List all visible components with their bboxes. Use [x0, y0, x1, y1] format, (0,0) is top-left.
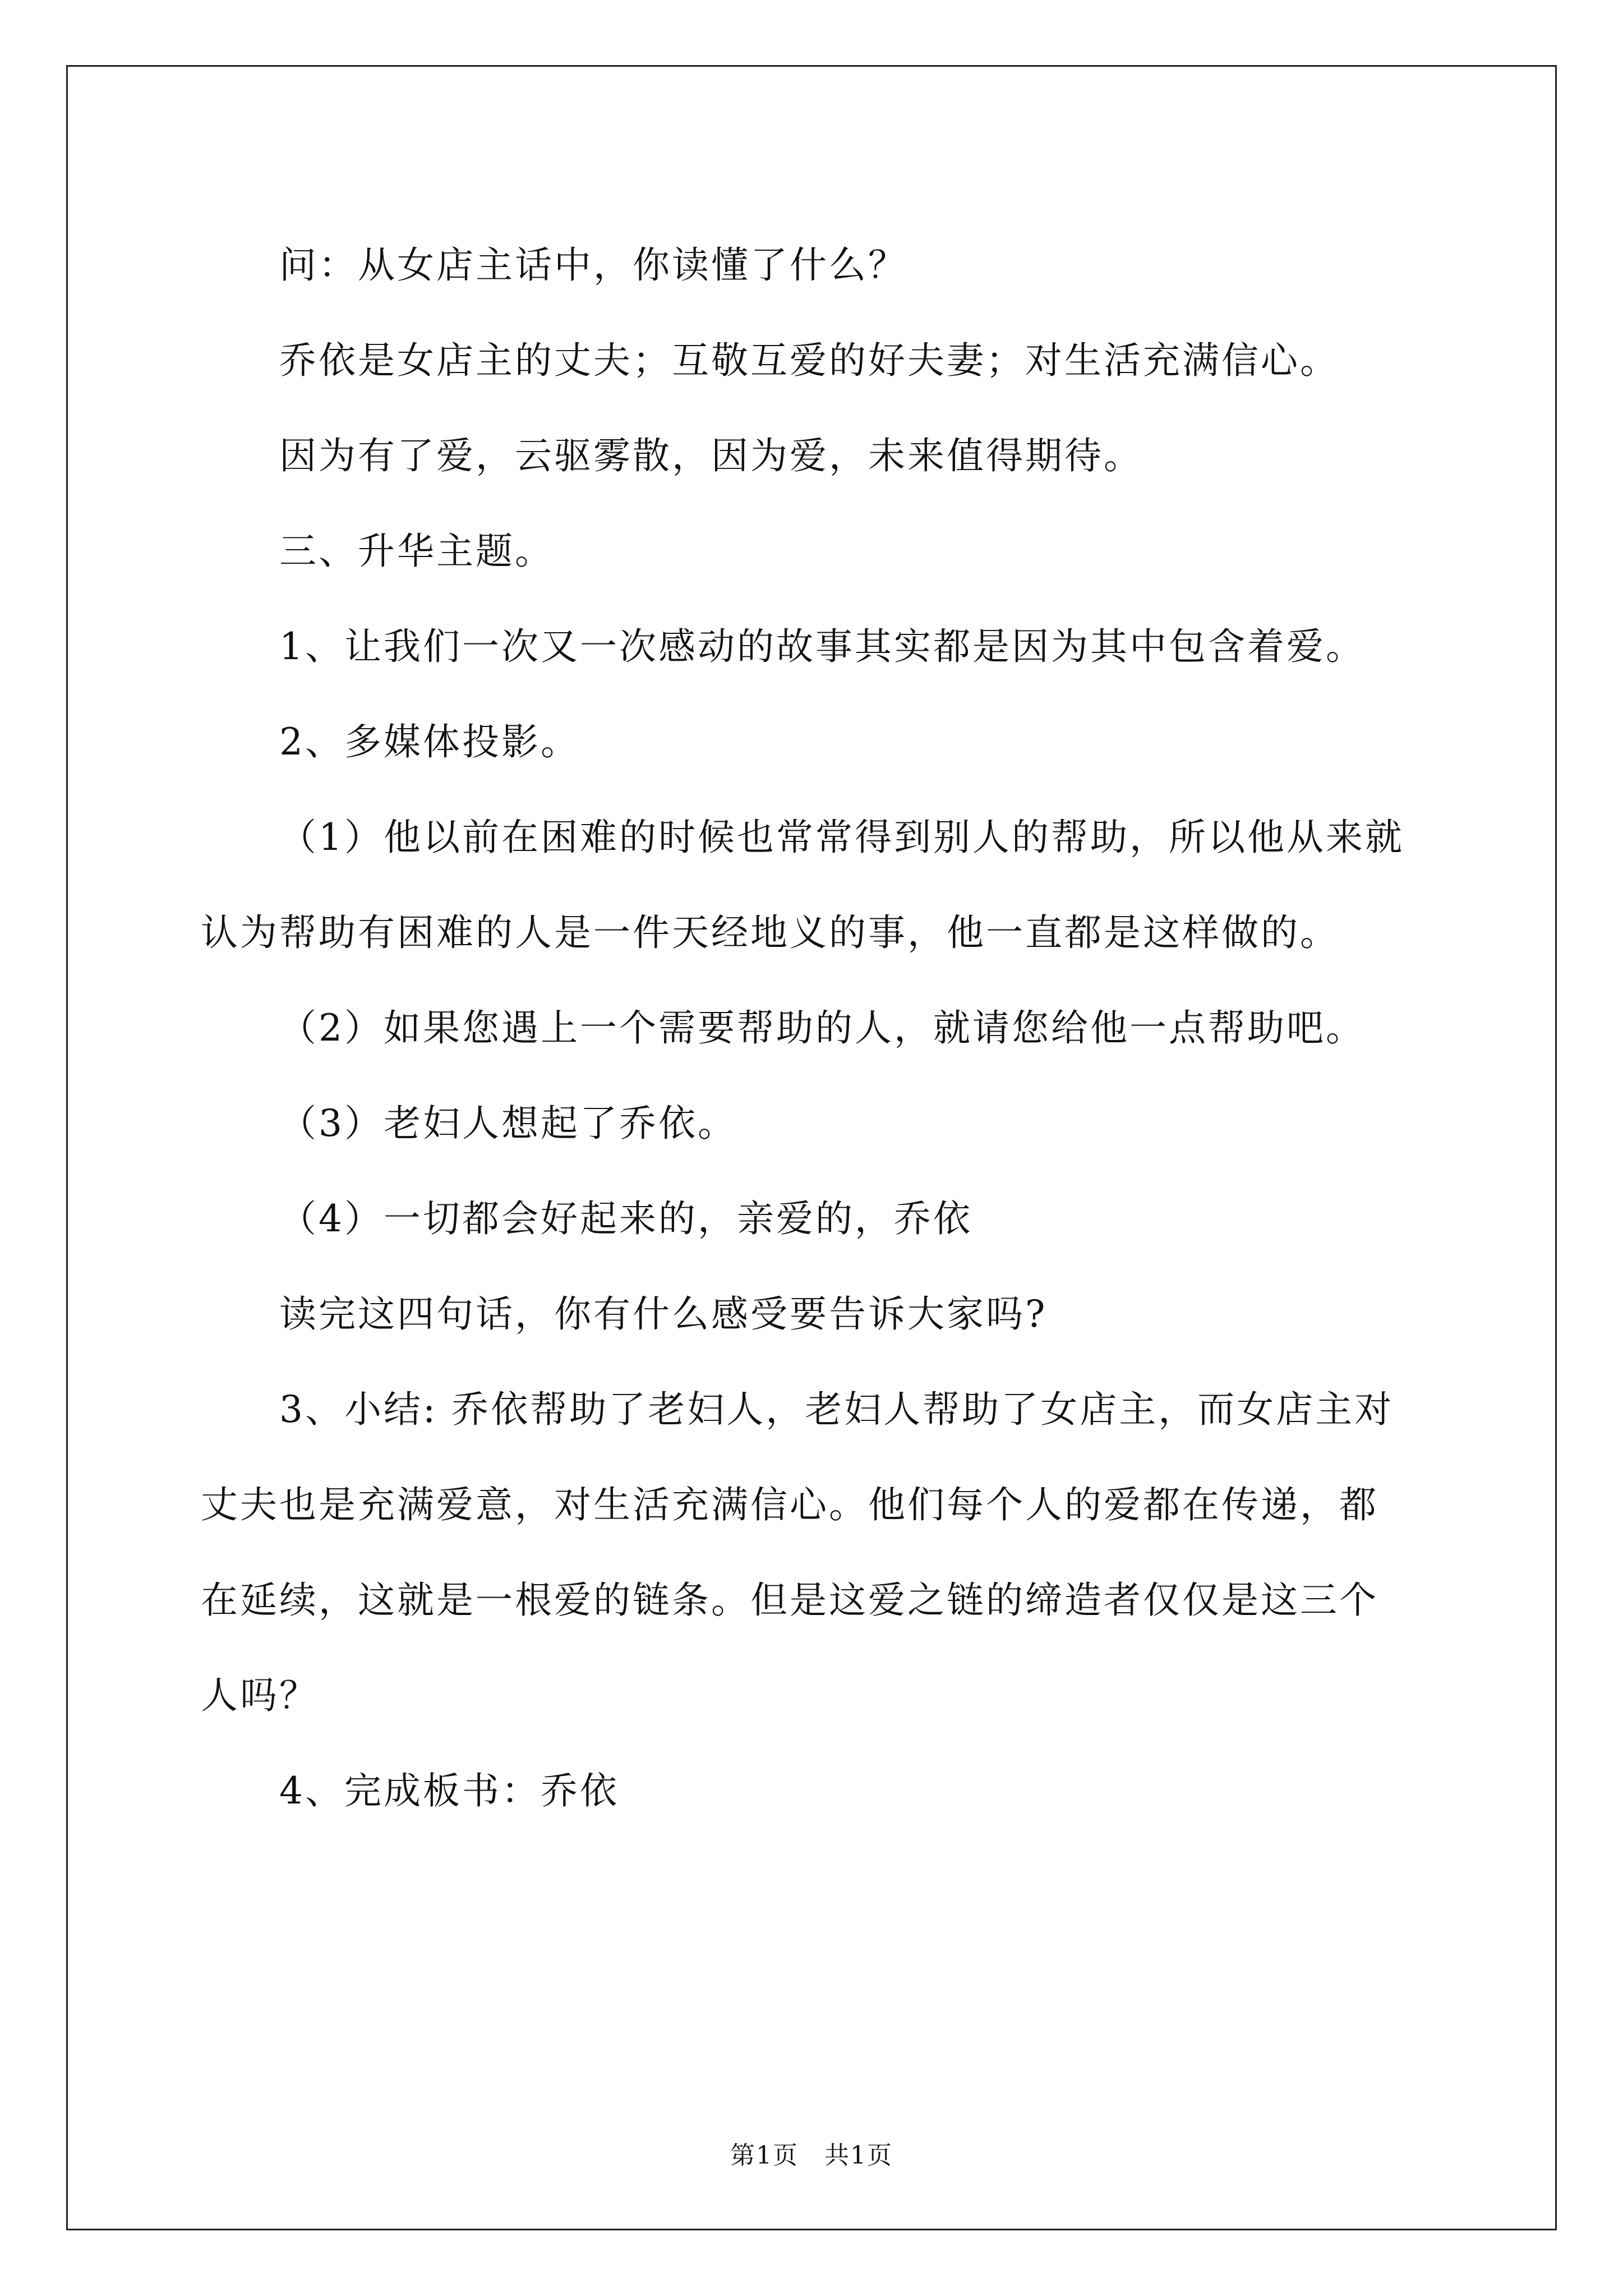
paragraph-quote-1-line-1: （1）他以前在困难的时候也常常得到别人的帮助，所以他从来就 [279, 816, 1404, 859]
paragraph-answer: 乔依是女店主的丈夫；互敬互爱的好夫妻；对生活充满信心。 [279, 339, 1339, 382]
paragraph-item-1: 1、让我们一次又一次感动的故事其实都是因为其中包含着爱。 [279, 625, 1365, 668]
paragraph-quote-1-line-2: 认为帮助有困难的人是一件天经地义的事，他一直都是这样做的。 [201, 911, 1339, 954]
paragraph-summary-line-4: 人吗？ [201, 1674, 319, 1717]
document-body [201, 218, 1435, 1839]
paragraph-board-writing: 4、完成板书：乔依 [279, 1769, 619, 1812]
paragraph-summary-line-3: 在延续，这就是一根爱的链条。但是这爱之链的缔造者仅仅是这三个 [201, 1579, 1378, 1622]
section-heading-3: 三、升华主题。 [279, 530, 554, 573]
paragraph-love: 因为有了爱，云驱雾散，因为爱，未来值得期待。 [279, 434, 1143, 477]
paragraph-quote-2: （2）如果您遇上一个需要帮助的人，就请您给他一点帮助吧。 [279, 1006, 1365, 1050]
paragraph-reflection: 读完这四句话，你有什么感受要告诉大家吗? [279, 1292, 1048, 1336]
paragraph-question: 问：从女店主话中，你读懂了什么？ [279, 243, 907, 287]
page-number-footer: 第1页 共1页 [730, 2141, 893, 2170]
paragraph-summary-line-1: 3、小结: 乔依帮助了老妇人，老妇人帮助了女店主，而女店主对 [279, 1388, 1394, 1431]
paragraph-summary-line-2: 丈夫也是充满爱意，对生活充满信心。他们每个人的爱都在传递，都 [201, 1483, 1378, 1526]
paragraph-quote-4: （4）一切都会好起来的，亲爱的，乔依 [279, 1197, 972, 1240]
paragraph-item-2: 2、多媒体投影。 [279, 720, 580, 763]
paragraph-quote-3: （3）老妇人想起了乔依。 [279, 1102, 737, 1145]
